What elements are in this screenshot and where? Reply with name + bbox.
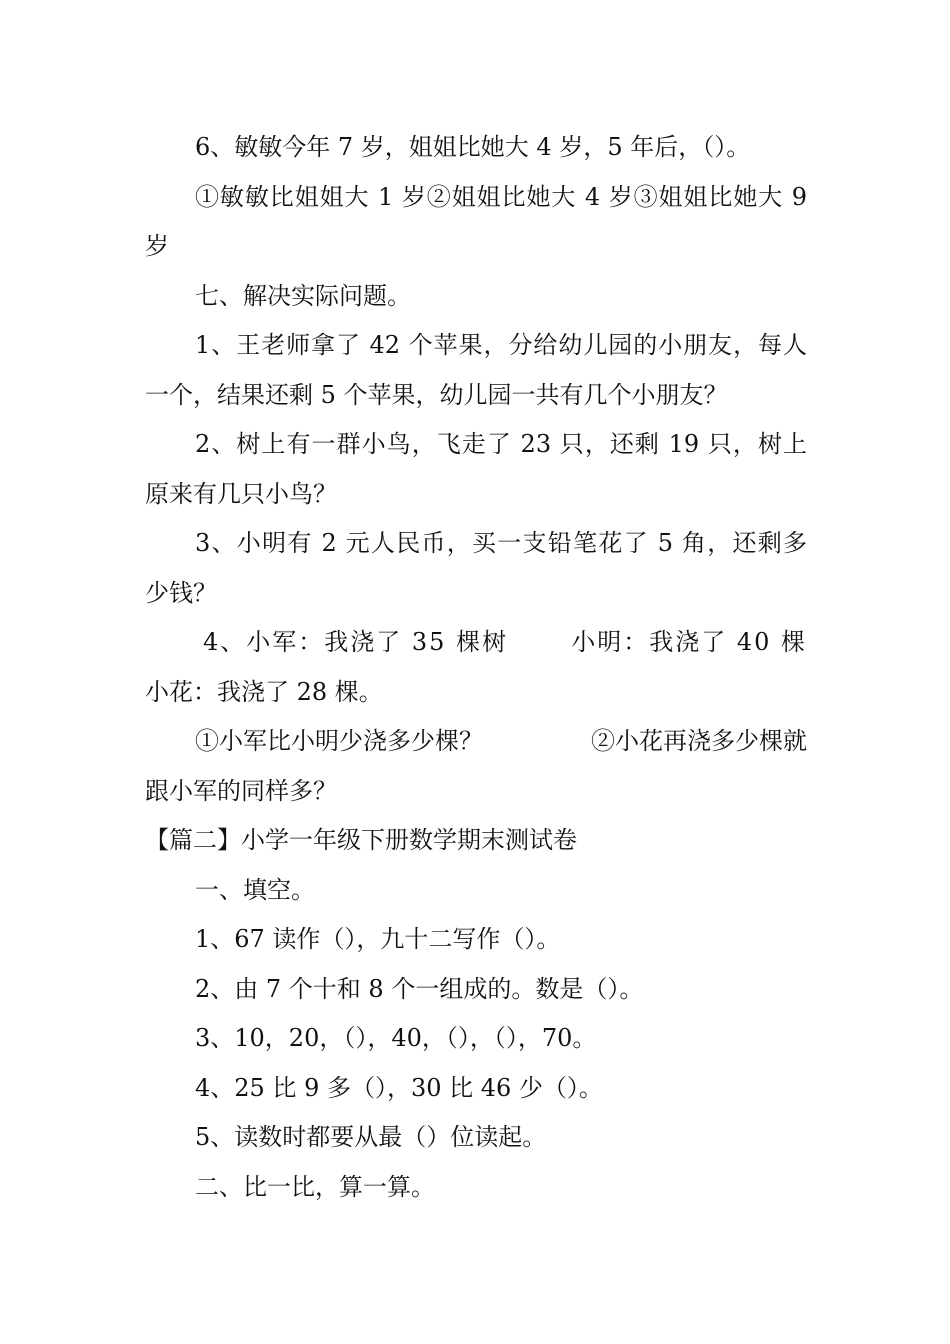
problem-4-xiaoming: 小明：我浇了 40 棵 [571,628,807,656]
problem-4-line1 [145,618,807,668]
problem-4-questions [145,717,807,767]
fill-item-4: 4、25 比 9 多（），30 比 46 少（）。 [195,1073,603,1102]
section-2-title: 【篇二】小学一年级下册数学期末测试卷 [145,826,577,854]
section-2-part2-title: 二、比一比，算一算。 [195,1172,435,1201]
problem-4-line2: 小花：我浇了 28 棵。 [145,677,383,706]
fill-item-5: 5、读数时都要从最（）位读起。 [195,1123,547,1151]
problem-4-line4: 跟小军的同样多？ [145,776,337,805]
part7-title: 七、解决实际问题。 [195,281,411,310]
problem-4-question-2: ②小花再浇多少棵就 [591,727,807,755]
fill-item-3: 3、10，20，（），40，（），（），70。 [195,1024,597,1052]
problem-2-line1: 2、树上有一群小鸟，飞走了 23 只，还剩 19 只，树上 [195,430,807,458]
question-6-options-line1: ①敏敏比姐姐大 1 岁②姐姐比她大 4 岁③姐姐比她大 9 [195,182,807,211]
question-6-options-line2: 岁 [145,232,169,260]
problem-3-line1: 3、小明有 2 元人民币，买一支铅笔花了 5 角，还剩多 [195,529,807,557]
problem-4-question-1: ①小军比小明少浇多少棵？ [195,727,483,755]
problem-4-xiaojun: 4、小军：我浇了 35 棵树 [203,628,509,656]
problem-3-line2: 少钱？ [145,578,217,607]
fill-item-2: 2、由 7 个十和 8 个一组成的。数是（）。 [195,974,644,1003]
fill-item-1: 1、67 读作（），九十二写作（）。 [195,925,561,953]
problem-2-line2: 原来有几只小鸟？ [145,479,337,508]
document-page [145,123,807,1212]
problem-1-line2: 一个，结果还剩 5 个苹果，幼儿园一共有几个小朋友？ [145,380,728,409]
problem-1-line1: 1、王老师拿了 42 个苹果，分给幼儿园的小朋友，每人 [195,331,807,359]
question-6-line1: 6、敏敏今年 7 岁，姐姐比她大 4 岁，5 年后，（）。 [195,133,751,161]
section-2-part1-title: 一、填空。 [195,875,315,904]
